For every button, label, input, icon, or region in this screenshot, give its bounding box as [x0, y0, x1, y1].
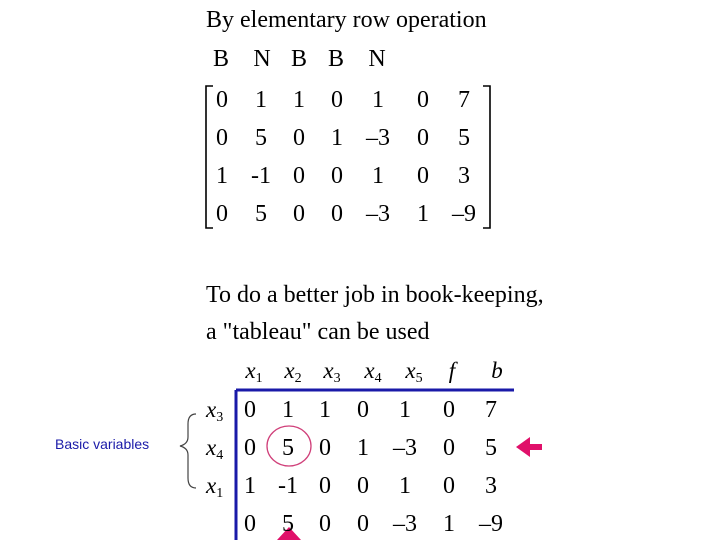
matrix-cell: 0: [293, 125, 305, 151]
tableau-cell: 0: [319, 473, 331, 499]
matrix-cell: 0: [293, 163, 305, 189]
tableau-col-header: $x_1$: [245, 358, 263, 386]
tableau-cell: -1: [278, 473, 298, 499]
matrix-cell: 0: [331, 87, 343, 113]
matrix-cell: –3: [366, 201, 390, 227]
tableau-cell: 0: [443, 473, 455, 499]
matrix-cell: 1: [255, 87, 267, 113]
tableau-cell: –3: [393, 511, 417, 537]
tableau-cell: 0: [244, 511, 256, 537]
tableau-cell: 0: [357, 473, 369, 499]
matrix-cell: 3: [458, 163, 470, 189]
tableau-cell: 1: [244, 473, 256, 499]
tableau-col-header: f: [448, 358, 456, 383]
matrix-cell: 1: [331, 125, 343, 151]
tableau-cell: 0: [357, 511, 369, 537]
tableau-col-header: $x_4$: [364, 358, 382, 386]
tableau-cell: 5: [282, 511, 294, 537]
matrix-cell: 1: [417, 201, 429, 227]
tableau-col-header: $x_5$: [405, 358, 423, 386]
tableau-cell: 1: [443, 511, 455, 537]
tableau-col-header: $x_2$: [284, 358, 302, 386]
tableau-cell: 1: [319, 397, 331, 423]
tableau-pivot-cell: 5: [282, 435, 294, 461]
tableau-cell: 1: [357, 435, 369, 461]
matrix-cell: 0: [216, 201, 228, 227]
tableau-cell: –3: [393, 435, 417, 461]
tableau-cell: 0: [244, 435, 256, 461]
heading-book-keeping: To do a better job in book-keeping,: [206, 282, 544, 308]
matrix-cell: 0: [216, 87, 228, 113]
matrix-cell: 0: [331, 163, 343, 189]
matrix-cell: 5: [458, 125, 470, 151]
tableau-cell: 7: [485, 397, 497, 423]
matrix-cell: 0: [417, 125, 429, 151]
matrix-cell: –3: [366, 125, 390, 151]
matrix-cell: 0: [417, 87, 429, 113]
basis-header: B: [290, 46, 308, 72]
tableau-col-header: b: [491, 358, 503, 383]
pivot-row-arrow-icon: [516, 437, 542, 457]
tableau-cell: 1: [399, 397, 411, 423]
tableau-cell: 0: [244, 397, 256, 423]
tableau-cell: 0: [357, 397, 369, 423]
matrix-cell: 7: [458, 87, 470, 113]
tableau-cell: 0: [443, 435, 455, 461]
basic-variables-label: Basic variables: [55, 436, 150, 452]
heading-elementary-row-operation: By elementary row operation: [206, 7, 487, 33]
tableau-cell: 5: [485, 435, 497, 461]
basis-header: N: [368, 46, 386, 72]
matrix-cell: 1: [293, 87, 305, 113]
tableau-row-label: $x_3$: [206, 397, 224, 425]
tableau-cell: –9: [479, 511, 503, 537]
tableau-cell: 3: [485, 473, 497, 499]
matrix-cell: 5: [255, 201, 267, 227]
matrix-cell: 0: [417, 163, 429, 189]
tableau-cell: 1: [282, 397, 294, 423]
matrix-cell: 5: [255, 125, 267, 151]
matrix-cell: 0: [216, 125, 228, 151]
tableau-cell: 0: [319, 435, 331, 461]
matrix-cell: 1: [372, 87, 384, 113]
matrix-cell: 1: [372, 163, 384, 189]
matrix-cell: 0: [331, 201, 343, 227]
matrix-cell: -1: [251, 163, 271, 189]
tableau-cell: 0: [443, 397, 455, 423]
matrix-cell: –9: [452, 201, 476, 227]
heading-tableau: a "tableau" can be used: [206, 319, 430, 345]
basis-header: B: [212, 46, 230, 72]
tableau-cell: 1: [399, 473, 411, 499]
tableau-cell: 0: [319, 511, 331, 537]
matrix-cell: 0: [293, 201, 305, 227]
matrix-cell: 1: [216, 163, 228, 189]
basis-header: N: [253, 46, 271, 72]
tableau-col-header: $x_3$: [323, 358, 341, 386]
tableau-row-label: $x_4$: [206, 435, 224, 463]
tableau-row-label: $x_1$: [206, 473, 224, 501]
basic-variables-brace-icon: [180, 414, 196, 488]
basis-header: B: [327, 46, 345, 72]
